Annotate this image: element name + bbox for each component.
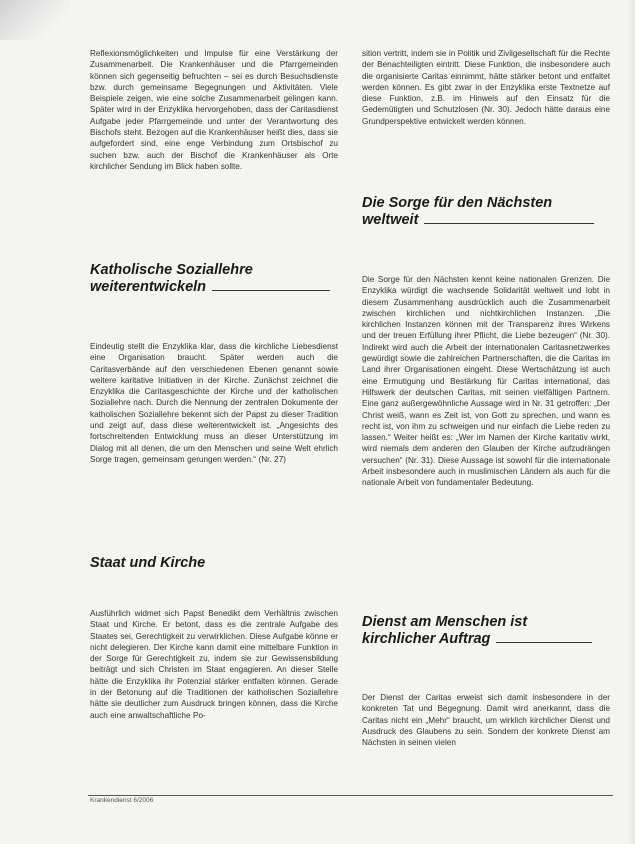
heading-line-2: kirchlicher Auftrag — [362, 631, 491, 647]
heading-line-2: weiterentwickeln — [90, 279, 207, 295]
heading-katholische-soziallehre — [90, 262, 338, 296]
heading-line-1: Staat und Kirche — [90, 555, 206, 571]
heading-rule — [424, 223, 594, 224]
page-corner-shadow — [0, 0, 70, 40]
page-edge-shadow — [627, 0, 635, 844]
left-paragraph-2: Eindeutig stellt die Enzyklika klar, dass die kirchliche Liebesdienst eine Organisation braucht. Später werden auch die Caritasverbände auf den verschiedenen Ebenen genannt sowie weitere karitative Initiativen in der Kirche. Zunächst zeichnet die Enzyklika die Caritasgeschichte der Kirche und der katholischen Soziallehre nach. Durch die Nennung der zentralen Dokumente der katholischen Soziallehre bekennt sich der Papst zu dieser Tradition und zeigt auf, dass diese weiterentwickelt ist. „Angesichts des fortschreitenden Entwicklung muss an dieser Unterstützung im Dialog mit all denen, die um den Menschen und seine Welt ehrlich Sorge tragen, gemeinsam gerungen werden.“ (Nr. 27) — [90, 342, 338, 464]
heading-dienst-am-menschen — [362, 614, 610, 648]
heading-staat-und-kirche — [90, 555, 338, 572]
right-paragraph-1: sition vertritt, indem sie in Politik und Zivilgesellschaft für die Rechte der Benachteiligten eintritt. Diese Funktion, die insbesondere auch die organisierte Caritas einnimmt, hätte stärker betont und entfaltet werden können. Es gibt zwar in der Enzyklika erste Textnetze auf diese Funktion, z.B. im Hinweis auf den Einsatz für die Gedemütigten und Schutzlosen (Nr. 30). Jedoch hätte daraus eine Grundperspektive entwickelt werden können. — [362, 49, 610, 126]
heading-rule — [496, 642, 592, 643]
heading-line-2: weltweit — [362, 212, 419, 228]
right-paragraph-3: Der Dienst der Caritas erweist sich damit insbesondere in der konkreten Tat und Begegnung. Damit wird anerkannt, dass die Caritas nicht ein „Mehr“ braucht, um wirklich kirchlicher Dienst und Ausdruck des Glaubens zu sein. Sondern der konkrete Dienst am Nächsten in seinen vielen — [362, 693, 610, 748]
heading-sorge-fuer-den-naechsten — [362, 195, 610, 229]
heading-rule — [212, 290, 330, 291]
left-paragraph-1: Reflexionsmöglichkeiten und Impulse für eine Verstärkung der Zusammenarbeit. Die Krankenhäuser und die Pfarrgemeinden können sich gegenseitig befruchten – sei es durch Besuchsdienste bzw. durch gemeinsame Begegnungen und Aktivitäten. Viele Beispiele zeigen, wie eine solche Zusammenarbeit gelingen kann. Später wird in der Enzyklika hervorgehoben, dass der Caritasdienst Aufgabe jeder Pfarrgemeinde und unter der Verantwortung des Bischofs steht. Bezogen auf die Krankenhäuser heißt dies, dass sie aufgefordert sind, eine enge Verbindung zum Ortsbischof zu suchen bzw. auch der Bischof die Krankenhäuser als Orte kirchlicher Sendung im Blick haben sollte. — [90, 49, 338, 171]
heading-line-1: Dienst am Menschen ist — [362, 614, 528, 630]
heading-line-1: Die Sorge für den Nächsten — [362, 195, 553, 211]
right-paragraph-2: Die Sorge für den Nächsten kennt keine nationalen Grenzen. Die Enzyklika würdigt die wachsende Solidarität weltweit und lobt in diesem Zusammenhang ausdrücklich auch die Zusammenarbeit zwischen kirchlichen und nichtkirchlichen Instanzen. „Die kirchlichen Instanzen können mit der Transparenz ihres Wirkens und der treuen Erfüllung ihrer Pflicht, die Liebe bezeugen“ (Nr. 30). Indirekt wird auch die Arbeit der internationalen Caritasnetzwerkes gewürdigt sowie die zahlreichen Partnerschaften, die die Caritas im Land ihrer Organisationen eingeht. Diese Wertschätzung ist auch eine Ermutigung und Bestärkung für Caritas international, das Hilfswerk der deutschen Caritas, mit seinen vielfältigen Partnern. Eine ganz außergewöhnliche Aussage wird in Nr. 31 getroffen: „Der Christ weiß, wann es Zeit ist, von Gott zu sprechen, und wann es recht ist, von ihm zu schweigen und nur einfach die Liebe reden zu lassen.“ Weiter heißt es: „Wer im Namen der Kirche karitativ wirkt, wird niemals dem anderen den Glauben der Kirche aufzudrängen versuchen“ (Nr. 31). Diese Aussage ist sowohl für die internationale Arbeit insbesondere auch in muslimischen Ländern als auch für die nationale Arbeit von fundamentaler Bedeutung. — [362, 275, 610, 488]
heading-line-1: Katholische Soziallehre — [90, 262, 253, 278]
left-paragraph-3: Ausführlich widmet sich Papst Benedikt dem Verhältnis zwischen Staat und Kirche. Er betont, dass es die zentrale Aufgabe des Staates sei, Gerechtigkeit zu verwirklichen. Diese Aufgabe könne er nicht delegieren. Der Kirche kann damit eine mittelbare Funktion in der Sorge für Gerechtigkeit zu, indem sie zur Gewissensbildung beiträgt und sich Christen im Staat engagieren. An dieser Stelle hätte die Enzyklika ihr Potenzial stärker entfalten können. Gerade in der Betonung auf die Traditionen der katholischen Soziallehre hätte sie deutlicher zum Ausdruck bringen können, dass die Kirche auch eine anwaltschaftliche Po- — [90, 609, 338, 720]
footer-publication: Krankendienst 6/2006 — [90, 797, 154, 804]
footer-rule — [88, 795, 613, 796]
